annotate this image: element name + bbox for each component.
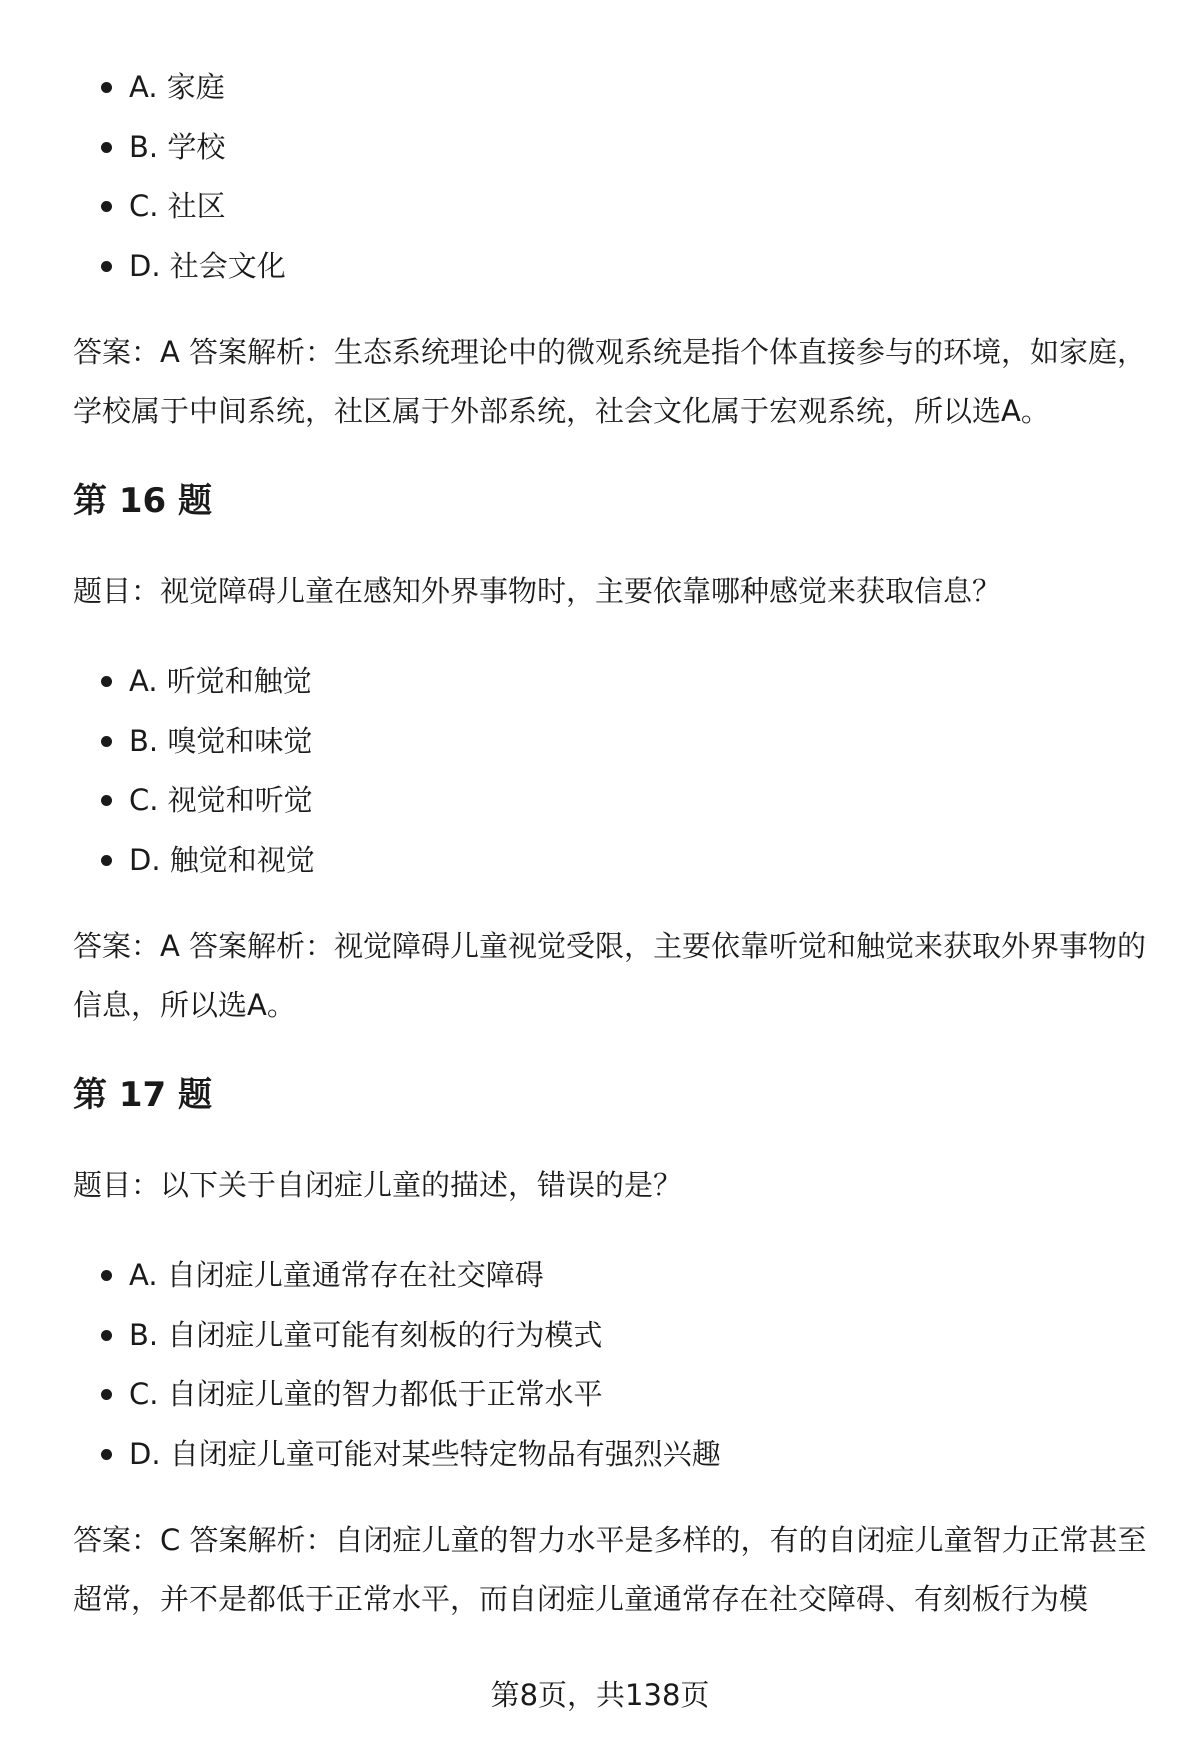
- q17-question: 题目：以下关于自闭症儿童的描述，错误的是？: [73, 1168, 683, 1202]
- option-text: A. 听觉和触觉: [129, 664, 312, 698]
- option-text: D. 自闭症儿童可能对某些特定物品有强烈兴趣: [129, 1436, 721, 1471]
- option-item: [73, 58, 1153, 118]
- option-text: B. 学校: [129, 129, 226, 164]
- option-item: [73, 1306, 1153, 1366]
- bullet-icon: [101, 201, 112, 212]
- option-text: C. 视觉和听觉: [129, 783, 313, 817]
- bullet-icon: [101, 795, 112, 806]
- option-item: [73, 1425, 1153, 1485]
- bullet-icon: [101, 261, 112, 272]
- option-text: B. 自闭症儿童可能有刻板的行为模式: [129, 1317, 603, 1352]
- bullet-icon: [101, 1449, 112, 1460]
- page-footer: 第8页，共138页: [490, 1678, 710, 1712]
- bullet-icon: [101, 736, 112, 747]
- q16-options: [73, 652, 1153, 890]
- q17-answer: 答案：C 答案解析：自闭症儿童的智力水平是多样的，有的自闭症儿童智力正常甚至超常，并不是都低于正常水平，而自闭症儿童通常存在社交障碍、有刻板行为模: [73, 1523, 1147, 1616]
- q17-heading: 第 17 题: [73, 1075, 212, 1115]
- q16-heading: 第 16 题: [73, 481, 212, 521]
- option-text: C. 自闭症儿童的智力都低于正常水平: [129, 1377, 603, 1411]
- option-text: C. 社区: [129, 189, 226, 223]
- option-item: [73, 831, 1153, 891]
- option-item: [73, 1365, 1153, 1425]
- q16-question: 题目：视觉障碍儿童在感知外界事物时，主要依靠哪种感觉来获取信息？: [73, 574, 1002, 608]
- option-item: [73, 1246, 1153, 1306]
- option-text: D. 触觉和视觉: [129, 842, 315, 877]
- q15-options: [73, 58, 1153, 296]
- option-item: [73, 712, 1153, 772]
- bullet-icon: [101, 1270, 112, 1281]
- document-page: [73, 58, 1153, 1629]
- option-text: A. 家庭: [129, 70, 225, 104]
- bullet-icon: [101, 1389, 112, 1400]
- bullet-icon: [101, 676, 112, 687]
- option-text: A. 自闭症儿童通常存在社交障碍: [129, 1258, 544, 1292]
- bullet-icon: [101, 82, 112, 93]
- bullet-icon: [101, 1330, 112, 1341]
- q16-answer: 答案：A 答案解析：视觉障碍儿童视觉受限，主要依靠听觉和触觉来获取外界事物的信息，所以选A。: [73, 929, 1147, 1022]
- q17-options: [73, 1246, 1153, 1484]
- option-item: [73, 771, 1153, 831]
- option-item: [73, 177, 1153, 237]
- option-item: [73, 652, 1153, 712]
- bullet-icon: [101, 142, 112, 153]
- q15-answer: 答案：A 答案解析：生态系统理论中的微观系统是指个体直接参与的环境，如家庭，学校属于中间系统，社区属于外部系统，社会文化属于宏观系统，所以选A。: [73, 335, 1147, 428]
- option-item: [73, 237, 1153, 297]
- option-item: [73, 118, 1153, 178]
- option-text: B. 嗅觉和味觉: [129, 723, 313, 758]
- bullet-icon: [101, 855, 112, 866]
- option-text: D. 社会文化: [129, 248, 286, 283]
